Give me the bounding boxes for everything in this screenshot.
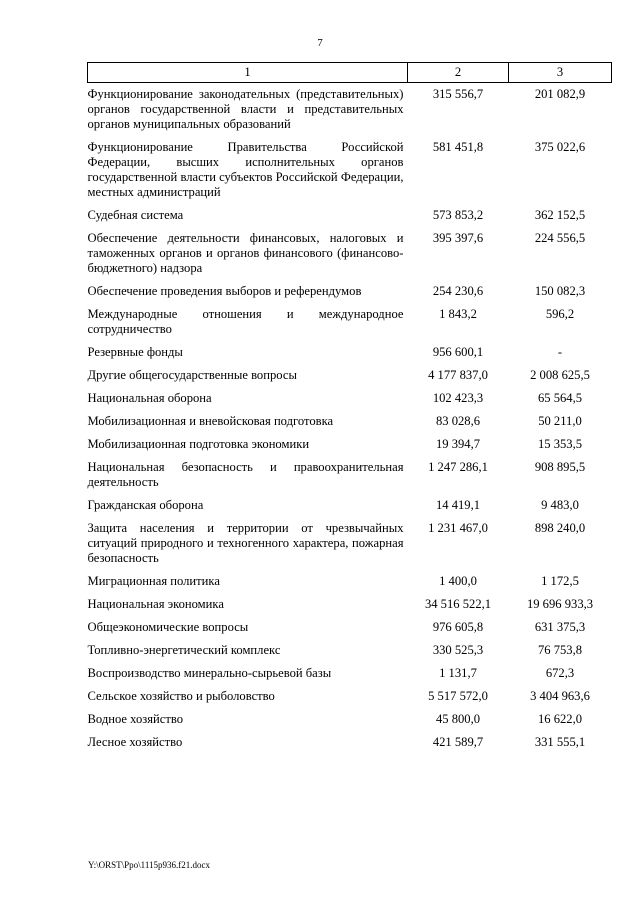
row-value-col-3: 362 152,5 xyxy=(534,208,586,222)
row-value-col-3: 331 555,1 xyxy=(534,735,586,749)
row-name-cell: Национальная безопасность и правоохранительная деятельность xyxy=(87,460,404,489)
row-name-cell: Обеспечение проведения выборов и референдумов xyxy=(87,284,362,298)
table-body xyxy=(88,83,612,759)
row-value-col-3: 2 008 625,5 xyxy=(530,368,590,382)
row-value-col-2: 5 517 572,0 xyxy=(428,689,488,703)
table-row xyxy=(88,345,612,368)
table-row xyxy=(88,231,612,284)
row-value-col-2: 45 800,0 xyxy=(435,712,481,726)
row-value-col-2: 330 525,3 xyxy=(432,643,484,657)
row-value-col-2: 315 556,7 xyxy=(432,87,484,101)
row-name-cell: Топливно-энергетический комплекс xyxy=(87,643,281,657)
row-name-cell: Гражданская оборона xyxy=(87,498,204,512)
row-name-cell: Судебная система xyxy=(87,208,184,222)
row-value-col-2: 1 400,0 xyxy=(439,574,477,588)
row-value-col-3: 3 404 963,6 xyxy=(530,689,590,703)
row-value-col-2: 976 605,8 xyxy=(432,620,484,634)
header-col-3: 3 xyxy=(509,63,612,83)
file-path-footer: Y:\ORST\Ppo\1115p936.f21.docx xyxy=(88,860,211,870)
row-value-col-2: 1 843,2 xyxy=(439,307,477,321)
row-value-col-3: 375 022,6 xyxy=(534,140,586,154)
row-name-cell: Миграционная политика xyxy=(87,574,220,588)
row-value-col-3: 224 556,5 xyxy=(534,231,586,245)
budget-table xyxy=(87,62,612,758)
row-value-col-3: 898 240,0 xyxy=(534,521,586,535)
row-value-col-2: 1 247 286,1 xyxy=(428,460,488,474)
row-name-cell: Мобилизационная и вневойсковая подготовка xyxy=(87,414,334,428)
row-value-col-2: 34 516 522,1 xyxy=(424,597,492,611)
table-row xyxy=(88,498,612,521)
row-value-col-2: 395 397,6 xyxy=(432,231,484,245)
row-value-col-3: 631 375,3 xyxy=(534,620,586,634)
row-value-col-2: 956 600,1 xyxy=(432,345,484,359)
table-row xyxy=(88,574,612,597)
row-value-col-2: 581 451,8 xyxy=(432,140,484,154)
table-row xyxy=(88,666,612,689)
table-row xyxy=(88,521,612,574)
table-row xyxy=(88,689,612,712)
row-name-cell: Функционирование Правительства Российской Федерации, высших исполнительных органов государственной власти субъектов Российской Федерации, местных администраций xyxy=(87,140,404,199)
table-row xyxy=(88,597,612,620)
row-name-cell: Общеэкономические вопросы xyxy=(87,620,249,634)
table-row xyxy=(88,620,612,643)
header-col-1: 1 xyxy=(88,63,408,83)
row-value-col-2: 19 394,7 xyxy=(435,437,481,451)
table-row xyxy=(88,208,612,231)
row-value-col-2: 254 230,6 xyxy=(432,284,484,298)
row-name-cell: Резервные фонды xyxy=(87,345,183,359)
row-value-col-3: 19 696 933,3 xyxy=(526,597,594,611)
row-value-col-3: 672,3 xyxy=(545,666,575,680)
table-row xyxy=(88,460,612,498)
row-value-col-3: 201 082,9 xyxy=(534,87,586,101)
header-row xyxy=(88,63,612,83)
row-value-col-3: - xyxy=(557,345,563,359)
table-row xyxy=(88,368,612,391)
row-name-cell: Национальная оборона xyxy=(87,391,212,405)
row-value-col-3: 50 211,0 xyxy=(538,414,582,428)
row-value-col-3: 150 082,3 xyxy=(534,284,586,298)
row-value-col-3: 16 622,0 xyxy=(537,712,583,726)
row-value-col-2: 421 589,7 xyxy=(432,735,484,749)
row-value-col-3: 15 353,5 xyxy=(537,437,583,451)
row-value-col-2: 102 423,3 xyxy=(432,391,484,405)
row-name-cell: Мобилизационная подготовка экономики xyxy=(87,437,310,451)
row-value-col-3: 65 564,5 xyxy=(537,391,583,405)
row-name-cell: Водное хозяйство xyxy=(87,712,184,726)
table-header xyxy=(88,63,612,83)
row-value-col-2: 4 177 837,0 xyxy=(428,368,488,382)
row-value-col-2: 83 028,6 xyxy=(435,414,481,428)
row-name-cell: Защита населения и территории от чрезвычайных ситуаций природного и техногенного характера, пожарная безопасность xyxy=(87,521,404,565)
table-row xyxy=(88,284,612,307)
row-name-cell: Функционирование законодательных (представительных) органов государственной власти и представительных органов муниципальных образований xyxy=(87,87,404,131)
row-name-cell: Национальная экономика xyxy=(87,597,224,611)
row-name-cell: Другие общегосударственные вопросы xyxy=(87,368,297,382)
table-row xyxy=(88,643,612,666)
row-name-cell: Сельское хозяйство и рыболовство xyxy=(87,689,275,703)
table-row xyxy=(88,735,612,758)
row-value-col-3: 1 172,5 xyxy=(541,574,579,588)
row-value-col-2: 573 853,2 xyxy=(432,208,484,222)
row-value-col-2: 1 231 467,0 xyxy=(428,521,488,535)
row-value-col-3: 908 895,5 xyxy=(534,460,586,474)
row-value-col-3: 9 483,0 xyxy=(541,498,579,512)
row-value-col-2: 14 419,1 xyxy=(435,498,481,512)
row-name-cell: Обеспечение деятельности финансовых, налоговых и таможенных органов и органов финансового (финансово-бюджетного) надзора xyxy=(87,231,404,275)
table-row xyxy=(88,391,612,414)
page-number: 7 xyxy=(317,37,323,49)
row-name-cell: Лесное хозяйство xyxy=(87,735,183,749)
table-row xyxy=(88,712,612,735)
row-name-cell: Воспроизводство минерально-сырьевой базы xyxy=(87,666,332,680)
table-row xyxy=(88,83,612,141)
table-row xyxy=(88,437,612,460)
row-value-col-3: 76 753,8 xyxy=(537,643,583,657)
table-row xyxy=(88,307,612,345)
row-value-col-2: 1 131,7 xyxy=(439,666,477,680)
header-col-2: 2 xyxy=(408,63,509,83)
table-row xyxy=(88,140,612,208)
table-row xyxy=(88,414,612,437)
row-name-cell: Международные отношения и международное сотрудничество xyxy=(87,307,404,336)
row-value-col-3: 596,2 xyxy=(545,307,575,321)
